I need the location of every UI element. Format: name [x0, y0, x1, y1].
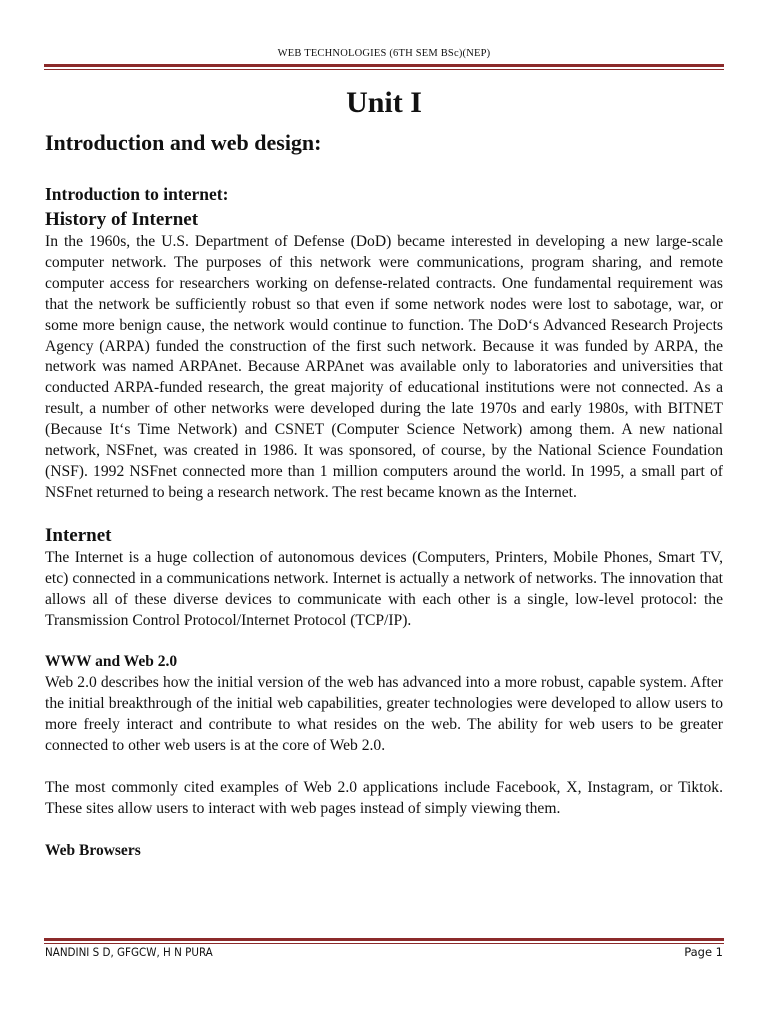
footer-author: NANDINI S D, GFGCW, H N PURA [45, 945, 213, 959]
header-rule-thin [44, 69, 724, 70]
header-rule-thick [44, 64, 724, 67]
footer-rule-thick [44, 938, 724, 941]
history-heading: History of Internet [45, 209, 199, 230]
footer-rule-thin [44, 943, 724, 944]
browsers-heading: Web Browsers [45, 841, 141, 859]
chapter-title: Introduction and web design: [45, 130, 322, 155]
internet-heading: Internet [45, 524, 112, 546]
www-paragraph-1: Web 2.0 describes how the initial version of the web has advanced into a more robust, capable system. After the initial breakthrough of the initial web capabilities, greater technologies were developed to allow users to more freely interact and contribute to what resides on the web. The ability for web users to be greater connected to other web users is at the core of Web 2.0. [45, 674, 723, 755]
internet-paragraph: The Internet is a huge collection of autonomous devices (Computers, Printers, Mobile Phones, Smart TV, etc) connected in a communications network. Internet is actually a network of networks. The innovation that allows all of these diverse devices to communicate with each other is a single, low-level protocol: the Transmission Control Protocol/Internet Protocol (TCP/IP). [45, 548, 723, 629]
section-intro-heading: Introduction to internet: [45, 184, 229, 204]
unit-title: Unit I [346, 86, 422, 119]
history-paragraph: In the 1960s, the U.S. Department of Defense (DoD) became interested in developing a new large-scale computer network. The purposes of this network were communications, program sharing, and remote computer access for researchers working on defense-related contracts. One fundamental requirement was that the network be sufficiently robust so that even if some network nodes were lost to sabotage, war, or some more benign cause, the network would continue to function. The DoD‘s Advanced Research Projects Agency (ARPA) funded the construction of the first such network. Because it was funded by ARPA, the network was named ARPAnet. Because ARPAnet was available only to laboratories and universities that conducted ARPA-funded research, the great majority of educational institutions were not connected. As a result, a number of other networks were developed during the late 1970s and early 1980s, with BITNET (Because It‘s Time Network) and CSNET (Computer Science Network) among them. A new national network, NSFnet, was created in 1986. It was sponsored, of course, by the National Science Foundation (NSF). 1992 NSFnet connected more than 1 million computers around the world. In 1995, a small part of NSFnet returned to being a research network. The rest became known as the Internet. [45, 233, 723, 501]
header-rule [44, 64, 724, 70]
www-heading: WWW and Web 2.0 [45, 653, 178, 671]
page-content [45, 84, 723, 862]
running-header: WEB TECHNOLOGIES (6TH SEM BSc)(NEP) [277, 48, 491, 59]
footer-rule [44, 938, 724, 944]
www-paragraph-2: The most commonly cited examples of Web 2.0 applications include Facebook, X, Instagram, or Tiktok. These sites allow users to interact with web pages instead of simply viewing them. [45, 779, 723, 817]
footer-page-number: Page 1 [684, 945, 723, 959]
